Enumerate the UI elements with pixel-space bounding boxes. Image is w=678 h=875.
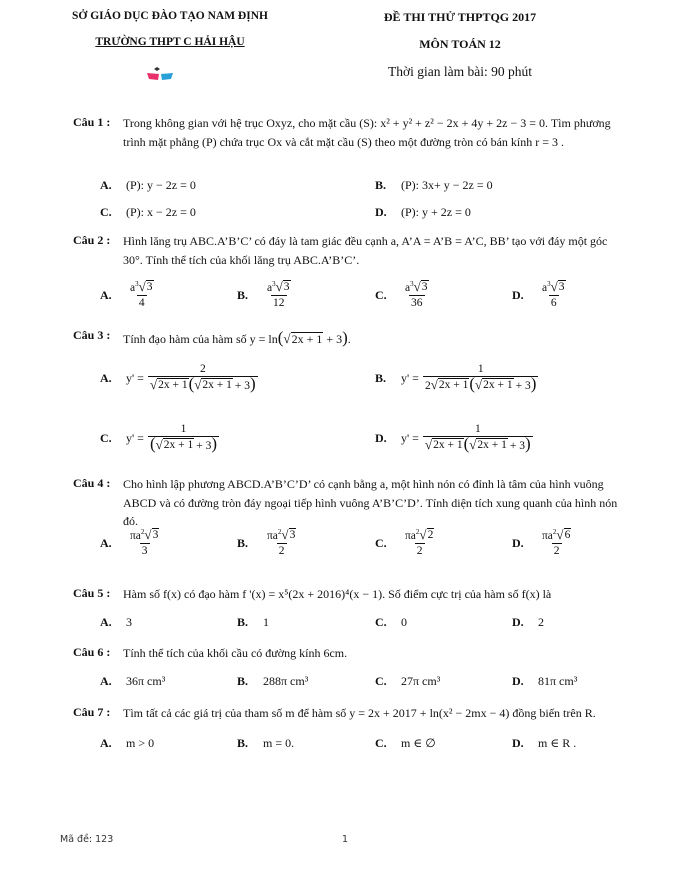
fraction-numerator [403,528,436,543]
option-value: (P): y − 2z = 0 [126,178,196,192]
inner-tail: + 3 [196,440,212,452]
department-name: SỞ GIÁO DỤC ĐÀO TẠO NAM ĐỊNH [72,10,268,22]
exam-code: Mã đề: 123 [60,834,114,845]
function-prefix: y = ln [249,332,278,346]
square-root [281,528,296,542]
option-letter: D. [512,536,524,550]
radicand: 2x + 1 [438,379,469,391]
option-letter: A. [100,615,112,629]
numerator-base: a [405,282,411,294]
option-letter: A. [100,736,112,750]
derivative-lhs: y' = [126,370,144,385]
fraction [540,528,573,559]
right-paren: ) [530,374,537,393]
fraction-numerator [540,528,573,543]
option-letter: C. [375,736,387,750]
numerator-exponent: 3 [135,280,139,288]
question-7-text [123,704,623,723]
right-paren: ) [525,434,531,453]
fraction-denominator: 6 [550,297,557,309]
option-letter: A. [100,674,112,688]
fraction-numerator: 2 [199,363,206,375]
q4-option-a[interactable] [100,528,163,559]
question-text-part: đồng biến trên R. [509,706,596,720]
fraction-denominator: 2 [553,545,560,557]
option-letter: D. [512,674,524,688]
question-6-label: Câu 6 : [73,645,111,659]
school-name: TRƯỜNG THPT C HẢI HẬU [95,36,245,48]
exam-title: ĐỀ THI THỬ THPTQG 2017 [383,10,537,24]
question-4-label: Câu 4 : [73,476,111,490]
option-letter: A. [100,370,112,385]
numerator-exponent: 3 [410,280,414,288]
question-text-part: . Tìm phương trình mặt phẳng (P) chứa trục Ox và cắt mặt cầu (S) theo một đường tròn có bán kính r = 3 . [123,116,611,149]
radical-sign: √ [194,377,202,392]
question-4-text: Cho hình lập phương ABCD.A’B’C’D’ có cạnh bằng a, một hình nón có đỉnh là tâm của hình vuông ABCD và có đường tròn đáy ngoại tiếp hình vuông A’B’C’D’. Tính diện tích xung quanh của hình nón đó. [123,477,618,528]
q7-option-b[interactable] [237,736,294,751]
right-paren: ) [211,434,218,453]
inner-tail: + 3 [234,380,251,392]
q6-option-b[interactable] [237,674,308,689]
q1-option-b[interactable] [375,178,493,193]
question-3-text [123,330,618,349]
option-letter: D. [375,430,387,445]
radical-sign: √ [149,377,158,392]
fraction-denominator: 2 [278,545,285,557]
q7-option-d[interactable] [512,736,576,751]
numerator-base: a [267,282,273,294]
option-letter: D. [375,205,387,219]
q2-option-b[interactable] [237,280,295,311]
square-root [194,378,233,392]
q3-option-d[interactable] [375,422,535,454]
option-letter: C. [100,205,112,219]
option-letter: D. [512,288,524,302]
square-root [475,378,514,392]
question-1-text [123,114,618,151]
radical-sign: √ [430,377,438,392]
option-letter: B. [237,736,249,750]
fraction-numerator [128,280,156,295]
option-letter: C. [100,430,112,445]
q4-option-b[interactable] [237,528,300,559]
q7-option-a[interactable] [100,736,154,751]
q5-option-c[interactable] [375,615,407,630]
fraction-numerator: 1 [180,423,187,435]
q3-option-b[interactable] [375,362,540,394]
radicand: 3 [146,281,153,293]
fraction-denominator [423,436,533,454]
option-letter: B. [237,536,249,550]
option-letter: C. [375,615,387,629]
option-value: 36π cm³ [126,674,166,688]
numerator-exponent: 3 [272,280,276,288]
fraction-denominator: 12 [273,297,285,309]
derivative-expression: f(x) có đạo hàm f '(x) = x⁵(2x + 2016)⁴(x − 1) [163,587,383,601]
q2-option-c[interactable] [375,280,433,311]
radicand: 2x + 1 [483,379,513,391]
radical-sign: √ [469,437,477,452]
fraction [148,362,258,394]
question-1-label: Câu 1 : [73,115,111,129]
fraction-numerator [128,528,161,543]
question-2-label: Câu 2 : [73,233,111,247]
q7-option-c[interactable] [375,736,436,751]
q5-option-b[interactable] [237,615,269,630]
square-root [414,280,429,294]
radical-sign: √ [155,437,163,452]
option-letter: A. [100,288,112,302]
derivative-lhs: y' = [401,430,419,445]
q6-option-c[interactable] [375,674,440,689]
numerator-exponent: 3 [547,280,551,288]
question-text-part: Trong không gian với hệ trục Oxyz, cho mặt cầu (S): [123,116,381,130]
q1-option-c[interactable] [100,205,196,220]
question-3-label: Câu 3 : [73,328,111,342]
fraction-denominator: 36 [411,297,423,309]
fraction [403,280,431,311]
option-letter: A. [100,178,112,192]
question-text-part: . Số điểm cực trị của hàm số f(x) là [382,587,552,601]
fraction-numerator: 1 [477,363,484,375]
q5-option-a[interactable] [100,615,132,630]
fraction-denominator: 2 [416,545,423,557]
radicand: 3 [421,281,428,293]
q4-option-c[interactable] [375,528,438,559]
inner-tail: + 3 [509,440,526,452]
radical-sign: √ [424,437,433,452]
square-root [150,378,189,392]
question-6-text: Tính thể tích của khối cầu có đường kính 6cm. [123,646,348,660]
radicand: 3 [289,529,296,541]
fraction-denominator [423,376,539,394]
option-letter: B. [237,674,249,688]
radicand: 2x + 1 [163,439,194,451]
q3-option-a[interactable] [100,362,260,394]
radical-sign: √ [144,527,152,542]
option-value: (P): y + 2z = 0 [401,205,471,219]
option-value: m ∈ R . [538,736,577,750]
option-letter: D. [512,615,524,629]
radical-sign: √ [556,527,564,542]
function-end: . [347,332,351,346]
option-letter: A. [100,536,112,550]
radicand: 3 [152,529,159,541]
q3-option-c[interactable] [100,422,221,454]
option-letter: B. [375,370,387,385]
radicand: 3 [558,281,565,293]
exam-duration: Thời gian làm bài: 90 phút [388,64,532,79]
radical-sign: √ [550,279,558,294]
radicand: 2 [427,529,434,541]
option-letter: B. [375,178,387,192]
question-text-part: Hàm số [123,587,163,601]
square-root [276,280,291,294]
numerator-exponent: 2 [415,528,420,536]
left-paren: ( [188,374,195,393]
function-expression: y = 2x + 2017 + ln(x² − 2mx − 4) [349,706,510,720]
q6-option-d[interactable] [512,674,577,689]
left-paren: ( [149,434,156,453]
fraction [265,528,298,559]
option-value: 288π cm³ [263,674,309,688]
q2-option-a[interactable] [100,280,158,311]
option-letter: C. [375,288,387,302]
option-value: m ∈ ∅ [401,736,436,750]
subject-title: MÔN TOÁN 12 [419,37,501,51]
option-letter: D. [512,736,524,750]
radical-sign: √ [419,527,427,542]
square-root [419,528,434,542]
fraction-numerator: 1 [474,423,481,435]
option-value: 0 [401,615,407,629]
radical-sign: √ [475,377,483,392]
radical-sign: √ [138,279,146,294]
option-value: 3 [126,615,132,629]
q4-option-d[interactable] [512,528,575,559]
numerator-exponent: 2 [277,528,282,536]
option-letter: B. [237,615,249,629]
question-text-part: Tính đạo hàm của hàm số [123,332,250,346]
radical-sign: √ [413,279,421,294]
fraction-numerator [265,280,293,295]
numerator-base: πa [267,530,278,542]
square-root [144,528,159,542]
option-value: m = 0. [263,736,295,750]
square-root [139,280,154,294]
question-text-part: Tìm tất cả các giá trị của tham số m để hàm số [123,706,350,720]
fraction-numerator [403,280,431,295]
square-root [556,528,571,542]
option-value: 27π cm³ [401,674,441,688]
q1-option-d[interactable] [375,205,471,220]
left-paren: ( [463,434,470,453]
question-7-label: Câu 7 : [73,705,111,719]
fraction [128,528,161,559]
radicand: 6 [564,529,571,541]
fraction-numerator [540,280,568,295]
fraction [423,422,533,454]
radicand: 2x + 1 [477,439,507,451]
fraction [265,280,293,311]
numerator-base: a [542,282,548,294]
right-paren: ) [250,374,256,393]
numerator-exponent: 2 [140,528,145,536]
fraction-numerator [265,528,298,543]
fraction-denominator [148,436,219,454]
function-suffix: + 3 [326,332,343,346]
numerator-base: πa [130,530,141,542]
option-value: (P): 3x+ y − 2z = 0 [401,178,493,192]
fraction-denominator: 4 [138,297,145,309]
numerator-exponent: 2 [552,528,557,536]
radical-sign: √ [275,279,283,294]
radicand: 2x + 1 [202,379,232,391]
option-letter: C. [375,674,387,688]
option-letter: B. [237,288,249,302]
numerator-base: a [130,282,136,294]
square-root [469,438,508,452]
q1-option-a[interactable] [100,178,196,193]
sphere-equation: x² + y² + z² − 2x + 4y + 2z − 3 = 0 [380,116,546,130]
radicand: 2x + 1 [158,379,188,391]
fraction [403,528,436,559]
square-root [156,438,195,452]
book-graduation-cap-icon [146,67,174,81]
left-paren: ( [469,374,475,393]
fraction-denominator: 3 [141,545,148,557]
radicand: 2x + 1 [433,439,463,451]
denominator-coefficient: 2 [424,380,431,392]
q6-option-a[interactable] [100,674,165,689]
q2-option-d[interactable] [512,280,570,311]
question-5-label: Câu 5 : [73,586,111,600]
question-5-text [123,585,618,604]
numerator-base: πa [542,530,553,542]
q5-option-d[interactable] [512,615,544,630]
square-root [551,280,566,294]
function-root: 2x + 1 [291,332,323,346]
page-number: 1 [342,834,349,845]
fraction [148,422,219,454]
derivative-lhs: y' = [401,370,419,385]
option-value: 81π cm³ [538,674,578,688]
derivative-lhs: y' = [126,430,144,445]
radical-sign: √ [281,527,289,542]
option-value: 2 [538,615,544,629]
fraction [540,280,568,311]
square-root [431,378,470,392]
option-letter: C. [375,536,387,550]
radicand: 3 [283,281,290,293]
fraction-denominator [148,376,258,394]
fraction [423,362,539,394]
numerator-base: πa [405,530,416,542]
fraction [128,280,156,311]
question-2-text: Hình lăng trụ ABC.A’B’C’ có đáy là tam giác đều cạnh a, A’A = A’B = A’C, BB’ tạo với đáy một góc 30°. Tính thể tích của khối lăng trụ ABC.A’B’C’. [123,234,608,267]
square-root [425,438,464,452]
function-expression: y = ln( √ 2x + 1 + 3). [249,328,351,347]
inner-tail: + 3 [515,380,531,392]
option-value: (P): x − 2z = 0 [126,205,196,219]
option-value: m > 0 [126,736,155,750]
option-value: 1 [263,615,269,629]
